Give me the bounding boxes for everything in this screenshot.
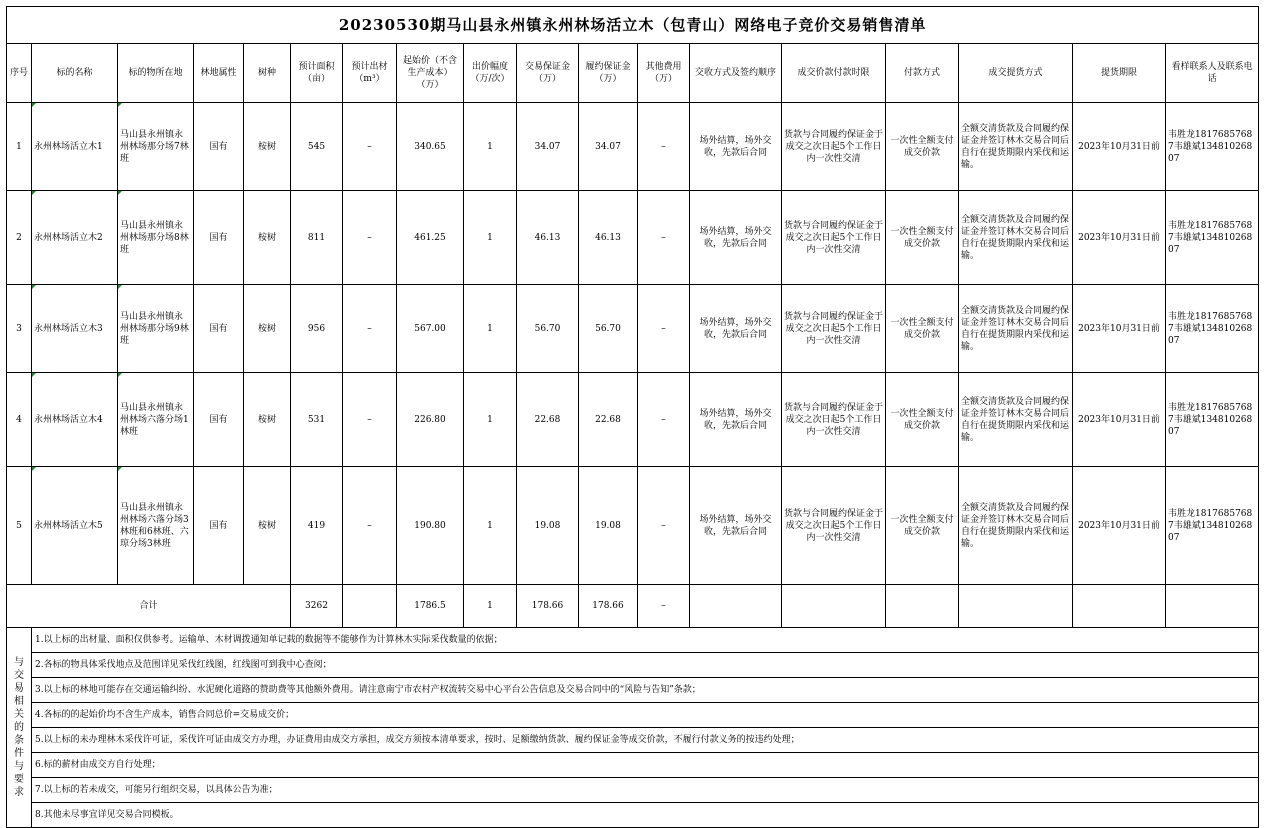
other-fees: – [638, 373, 690, 467]
delivery-method: 场外结算，场外交收，先款后合同 [690, 373, 782, 467]
sales-list-table [6, 6, 1259, 828]
volume: – [343, 285, 397, 373]
table-row [7, 191, 1259, 285]
tree-species: 桉树 [244, 191, 291, 285]
volume: – [343, 191, 397, 285]
header-cell: 其他费用（万） [638, 44, 690, 103]
comment-marker [32, 103, 36, 107]
land-type: 国有 [194, 103, 244, 191]
delivery-method: 场外结算，场外交收，先款后合同 [690, 191, 782, 285]
header-cell: 交易保证金（万） [517, 44, 579, 103]
note-item: 1.以上标的出材量、面积仅供参考。运输单、木材调拨通知单记载的数据等不能够作为计算林木实际采伐数量的依据； [32, 628, 1259, 653]
header-cell: 起始价（不含生产成本）（万） [397, 44, 464, 103]
payment-time-limit: 货款与合同履约保证金于成交之次日起5个工作日内一次性交清 [782, 103, 886, 191]
lot-name-text: 永州林场活立木1 [34, 141, 103, 152]
area: 545 [291, 103, 343, 191]
area: 811 [291, 191, 343, 285]
pickup-method: 全额交清货款及合同履约保证金并签订林木交易合同后自行在提货期限内采伐和运输。 [959, 191, 1073, 285]
comment-marker [32, 285, 36, 289]
contact: 韦胜龙18176857687韦雄斌13481026807 [1166, 373, 1259, 467]
empty-cell [1073, 585, 1166, 628]
trade-deposit: 56.70 [517, 285, 579, 373]
contact: 韦胜龙18176857687韦雄斌13481026807 [1166, 467, 1259, 585]
trade-deposit: 34.07 [517, 103, 579, 191]
area: 531 [291, 373, 343, 467]
header-cell: 林地属性 [194, 44, 244, 103]
lot-location [118, 285, 194, 373]
header-cell: 付款方式 [886, 44, 959, 103]
comment-marker [118, 285, 122, 289]
pickup-method: 全额交清货款及合同履约保证金并签订林木交易合同后自行在提货期限内采伐和运输。 [959, 467, 1073, 585]
tree-species: 桉树 [244, 285, 291, 373]
lot-name [32, 467, 118, 585]
header-cell: 成交提货方式 [959, 44, 1073, 103]
lot-location-text: 马山县永州镇永州林场六落分场1林班 [120, 402, 189, 437]
payment-method: 一次性全额支付成交价款 [886, 191, 959, 285]
note-item: 5.以上标的未办理林木采伐许可证，采伐许可证由成交方办理，办证费用由成交方承担，成交方须按本清单要求，按时、足额缴纳货款、履约保证金等成交价款，不履行付款义务的按违约处理； [32, 728, 1259, 753]
sheet-title: 20230530期马山县永州镇永州林场活立木（包青山）网络电子竞价交易销售清单 [7, 7, 1259, 44]
performance-deposit: 19.08 [579, 467, 638, 585]
start-price: 226.80 [397, 373, 464, 467]
note-row [7, 653, 1259, 678]
notes-label-text: 与 交 易 相 关 的 条 件 与 要 求 [14, 657, 24, 798]
header-cell: 序号 [7, 44, 32, 103]
start-price: 190.80 [397, 467, 464, 585]
trade-deposit: 19.08 [517, 467, 579, 585]
note-item: 2.各标的物具体采伐地点及范围详见采伐红线图，红线图可到我中心查阅； [32, 653, 1259, 678]
bid-increment: 1 [464, 285, 517, 373]
lot-location [118, 191, 194, 285]
comment-marker [118, 191, 122, 195]
pickup-deadline: 2023年10月31日前 [1073, 285, 1166, 373]
note-row [7, 753, 1259, 778]
payment-method: 一次性全额支付成交价款 [886, 285, 959, 373]
other-fees: – [638, 467, 690, 585]
total-area: 3262 [291, 585, 343, 628]
tree-species: 桉树 [244, 373, 291, 467]
lot-name-text: 永州林场活立木2 [34, 232, 103, 243]
volume: – [343, 467, 397, 585]
total-deposit: 178.66 [517, 585, 579, 628]
lot-name [32, 373, 118, 467]
note-item: 7.以上标的若未成交，可能另行组织交易，以具体公告为准； [32, 778, 1259, 803]
trade-deposit: 46.13 [517, 191, 579, 285]
area: 419 [291, 467, 343, 585]
note-item: 6.标的薪材由成交方自行处理； [32, 753, 1259, 778]
contact: 韦胜龙18176857687韦雄斌13481026807 [1166, 191, 1259, 285]
lot-name-text: 永州林场活立木4 [34, 414, 103, 425]
payment-time-limit: 货款与合同履约保证金于成交之次日起5个工作日内一次性交清 [782, 467, 886, 585]
pickup-deadline: 2023年10月31日前 [1073, 191, 1166, 285]
header-cell: 预计出材（m³） [343, 44, 397, 103]
pickup-method: 全额交清货款及合同履约保证金并签订林木交易合同后自行在提货期限内采伐和运输。 [959, 285, 1073, 373]
header-cell: 标的名称 [32, 44, 118, 103]
lot-name [32, 285, 118, 373]
payment-method: 一次性全额支付成交价款 [886, 467, 959, 585]
empty-cell [1166, 585, 1259, 628]
tree-species: 桉树 [244, 467, 291, 585]
note-row [7, 678, 1259, 703]
pickup-deadline: 2023年10月31日前 [1073, 467, 1166, 585]
table-row [7, 373, 1259, 467]
sales-list-sheet [6, 6, 1258, 828]
header-cell: 交收方式及签约顺序 [690, 44, 782, 103]
lot-location-text: 马山县永州镇永州林场六落分场3林班和6林班、六琼分场3林班 [120, 502, 189, 549]
pickup-deadline: 2023年10月31日前 [1073, 103, 1166, 191]
empty-cell [959, 585, 1073, 628]
lot-name-text: 永州林场活立木5 [34, 520, 103, 531]
lot-name-text: 永州林场活立木3 [34, 323, 103, 334]
start-price: 340.65 [397, 103, 464, 191]
empty-cell [782, 585, 886, 628]
header-row [7, 44, 1259, 103]
land-type: 国有 [194, 191, 244, 285]
notes-label [7, 628, 32, 828]
total-label: 合计 [7, 585, 291, 628]
payment-method: 一次性全额支付成交价款 [886, 103, 959, 191]
bid-increment: 1 [464, 103, 517, 191]
note-row [7, 778, 1259, 803]
header-cell: 预计面积（亩） [291, 44, 343, 103]
table-row [7, 103, 1259, 191]
delivery-method: 场外结算，场外交收，先款后合同 [690, 285, 782, 373]
performance-deposit: 34.07 [579, 103, 638, 191]
header-cell: 看样联系人及联系电话 [1166, 44, 1259, 103]
lot-location [118, 103, 194, 191]
comment-marker [32, 191, 36, 195]
lot-location-text: 马山县永州镇永州林场那分场7林班 [120, 129, 189, 164]
bid-increment: 1 [464, 467, 517, 585]
row-number: 3 [7, 285, 32, 373]
area: 956 [291, 285, 343, 373]
note-item: 3.以上标的林地可能存在交通运输纠纷、水泥硬化道路的赞助费等其他额外费用。请注意南宁市农村产权流转交易中心平台公告信息及交易合同中的“风险与告知”条款； [32, 678, 1259, 703]
payment-time-limit: 货款与合同履约保证金于成交之次日起5个工作日内一次性交清 [782, 191, 886, 285]
bid-increment: 1 [464, 373, 517, 467]
volume: – [343, 373, 397, 467]
trade-deposit: 22.68 [517, 373, 579, 467]
lot-location [118, 467, 194, 585]
comment-marker [118, 103, 122, 107]
empty-cell [886, 585, 959, 628]
row-number: 4 [7, 373, 32, 467]
contact: 韦胜龙18176857687韦雄斌13481026807 [1166, 103, 1259, 191]
volume: – [343, 103, 397, 191]
note-row [7, 728, 1259, 753]
tree-species: 桉树 [244, 103, 291, 191]
other-fees: – [638, 285, 690, 373]
start-price: 567.00 [397, 285, 464, 373]
comment-marker [118, 467, 122, 471]
land-type: 国有 [194, 467, 244, 585]
bid-increment: 1 [464, 191, 517, 285]
performance-deposit: 46.13 [579, 191, 638, 285]
land-type: 国有 [194, 285, 244, 373]
pickup-deadline: 2023年10月31日前 [1073, 373, 1166, 467]
pickup-method: 全额交清货款及合同履约保证金并签订林木交易合同后自行在提货期限内采伐和运输。 [959, 373, 1073, 467]
pickup-method: 全额交清货款及合同履约保证金并签订林木交易合同后自行在提货期限内采伐和运输。 [959, 103, 1073, 191]
header-cell: 标的物所在地 [118, 44, 194, 103]
other-fees: – [638, 103, 690, 191]
contact: 韦胜龙18176857687韦雄斌13481026807 [1166, 285, 1259, 373]
land-type: 国有 [194, 373, 244, 467]
total-volume [343, 585, 397, 628]
start-price: 461.25 [397, 191, 464, 285]
note-row [7, 628, 1259, 653]
note-row [7, 703, 1259, 728]
payment-method: 一次性全额支付成交价款 [886, 373, 959, 467]
lot-location-text: 马山县永州镇永州林场那分场8林班 [120, 220, 189, 255]
performance-deposit: 22.68 [579, 373, 638, 467]
header-cell: 提货期限 [1073, 44, 1166, 103]
total-performance-deposit: 178.66 [579, 585, 638, 628]
total-row [7, 585, 1259, 628]
table-row [7, 467, 1259, 585]
row-number: 2 [7, 191, 32, 285]
header-cell: 成交价款付款时限 [782, 44, 886, 103]
performance-deposit: 56.70 [579, 285, 638, 373]
note-item: 8.其他未尽事宜详见交易合同模板。 [32, 803, 1259, 828]
total-start-price: 1786.5 [397, 585, 464, 628]
other-fees: – [638, 191, 690, 285]
total-increment: 1 [464, 585, 517, 628]
note-item: 4.各标的的起始价均不含生产成本，销售合同总价=交易成交价； [32, 703, 1259, 728]
delivery-method: 场外结算，场外交收，先款后合同 [690, 467, 782, 585]
row-number: 1 [7, 103, 32, 191]
lot-location [118, 373, 194, 467]
comment-marker [118, 373, 122, 377]
comment-marker [32, 467, 36, 471]
payment-time-limit: 货款与合同履约保证金于成交之次日起5个工作日内一次性交清 [782, 285, 886, 373]
header-cell: 树种 [244, 44, 291, 103]
lot-name [32, 191, 118, 285]
header-cell: 出价幅度（万/次） [464, 44, 517, 103]
delivery-method: 场外结算，场外交收，先款后合同 [690, 103, 782, 191]
empty-cell [690, 585, 782, 628]
payment-time-limit: 货款与合同履约保证金于成交之次日起5个工作日内一次性交清 [782, 373, 886, 467]
table-row [7, 285, 1259, 373]
row-number: 5 [7, 467, 32, 585]
comment-marker [32, 373, 36, 377]
total-other-fees: – [638, 585, 690, 628]
header-cell: 履约保证金（万） [579, 44, 638, 103]
lot-location-text: 马山县永州镇永州林场那分场9林班 [120, 311, 189, 346]
lot-name [32, 103, 118, 191]
